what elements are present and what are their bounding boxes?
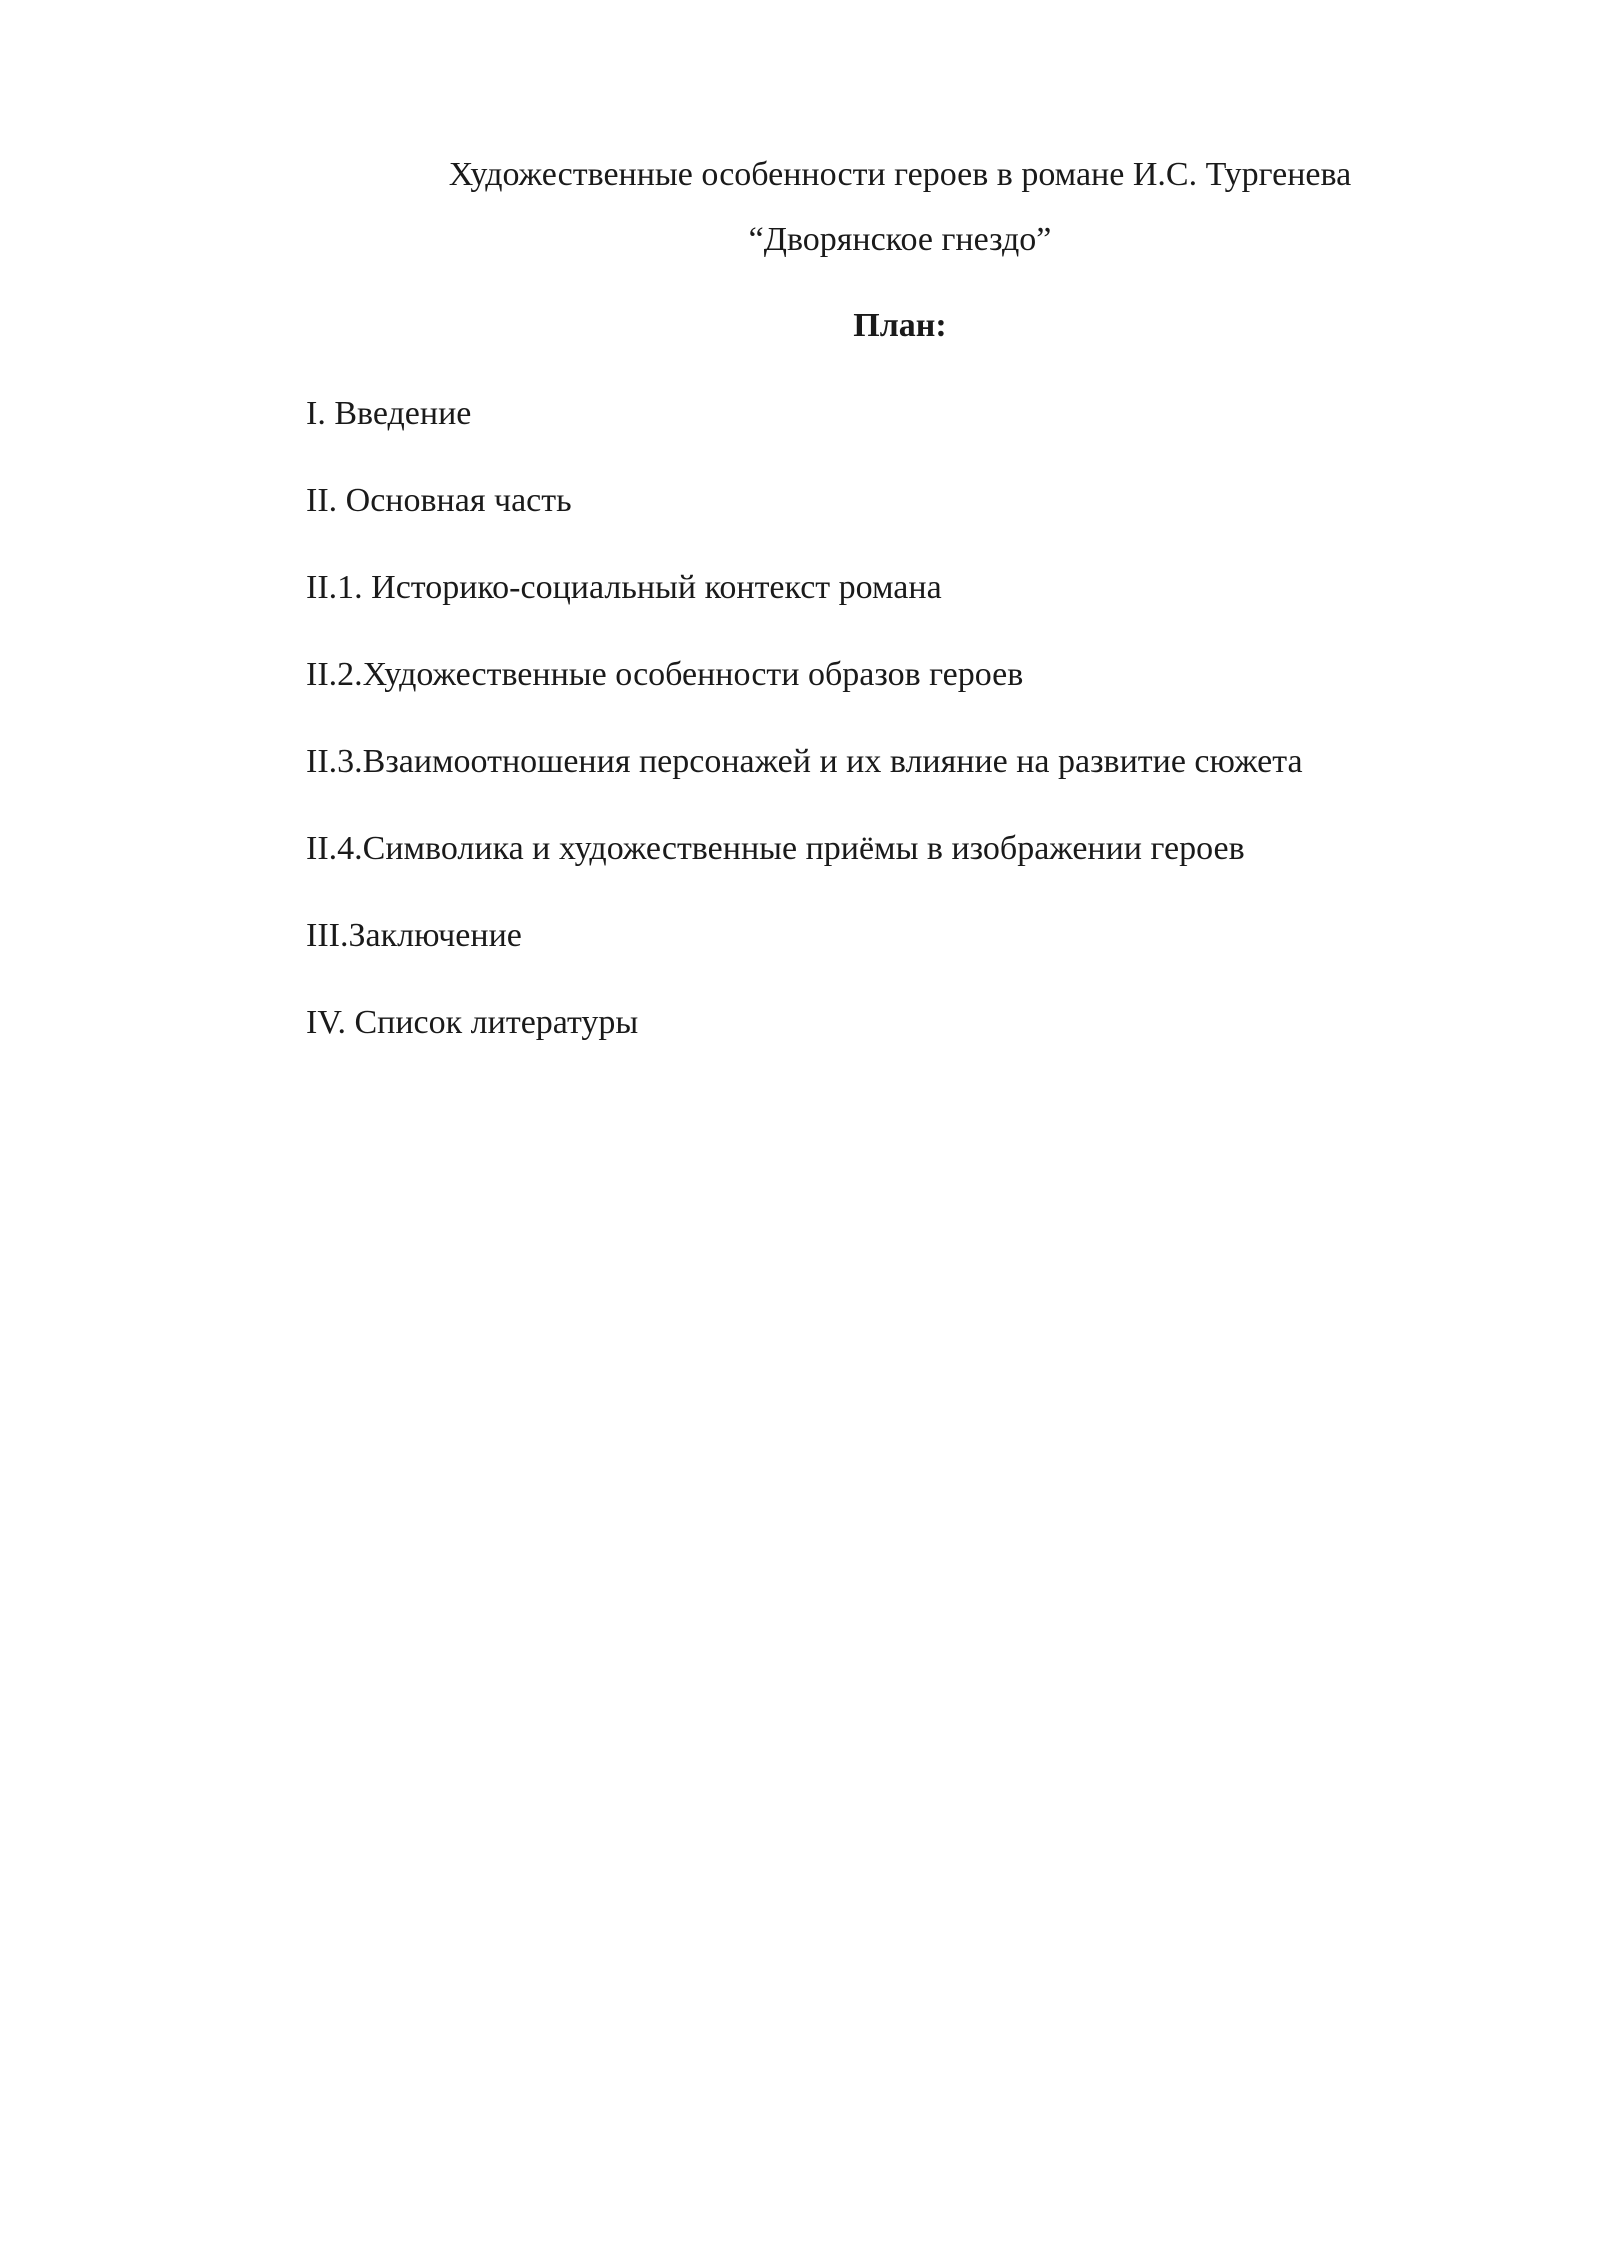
plan-item-main-part: II. Основная часть (306, 482, 572, 519)
plan-item-symbolism: II.4.Символика и художественные приёмы в изображении героев (306, 830, 1245, 867)
document-title-line-1: Художественные особенности героев в романе И.С. Тургенева (448, 156, 1352, 193)
plan-item-hero-images: II.2.Художественные особенности образов героев (306, 656, 1024, 693)
plan-item-character-relations: II.3.Взаимоотношения персонажей и их влияние на развитие сюжета (306, 743, 1303, 780)
plan-item-conclusion: III.Заключение (306, 917, 522, 954)
document-title-line-2: “Дворянское гнездо” (748, 221, 1052, 258)
plan-list (306, 394, 1303, 1090)
plan-item-bibliography: IV. Список литературы (306, 1004, 639, 1041)
plan-heading: План: (853, 307, 947, 344)
plan-item-introduction: I. Введение (306, 395, 472, 432)
plan-item-historical-context: II.1. Историко-социальный контекст романа (306, 569, 942, 606)
